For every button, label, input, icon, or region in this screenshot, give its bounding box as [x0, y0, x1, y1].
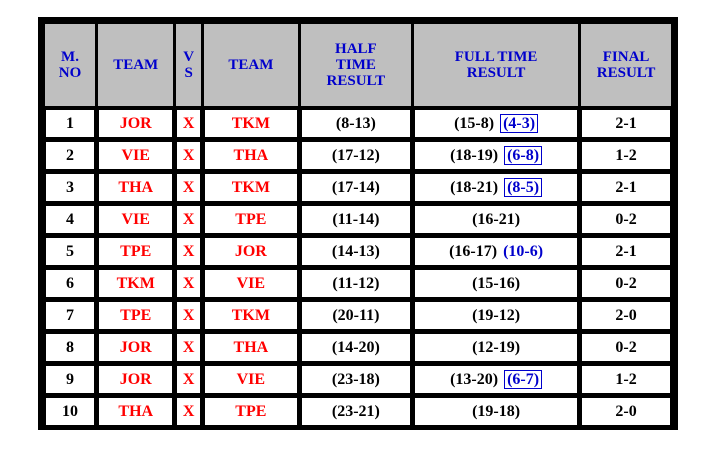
vs-text: X [182, 114, 195, 132]
half-time-cell [301, 141, 411, 170]
vs-text: X [182, 338, 195, 356]
table-row [45, 205, 671, 234]
full-time-cell [414, 365, 578, 394]
final-result-cell [581, 173, 671, 202]
penalty-result-text: (6-8) [504, 146, 542, 165]
vs-cell [176, 237, 200, 266]
full-time-text: (19-18) [472, 402, 521, 420]
half-time-text: (23-21) [331, 402, 380, 420]
final-result-cell [581, 397, 671, 426]
team1-text: JOR [119, 370, 152, 388]
match-number-cell [45, 173, 95, 202]
team2-text: TKM [231, 114, 270, 132]
header-full-time: FULL TIME RESULT [414, 24, 578, 106]
team2-cell [204, 301, 298, 330]
header-vs: V S [176, 24, 200, 106]
final-result-text: 2-1 [615, 178, 637, 196]
full-time-text: (16-21) [472, 210, 521, 228]
match-number-text: 7 [65, 306, 74, 324]
half-time-cell [301, 109, 411, 138]
team1-text: JOR [119, 114, 152, 132]
match-number-text: 2 [65, 146, 74, 164]
final-result-cell [581, 237, 671, 266]
team2-text: THA [233, 338, 269, 356]
match-number-text: 4 [65, 210, 74, 228]
final-result-text: 2-0 [615, 402, 637, 420]
team2-cell [204, 237, 298, 266]
team2-text: TPE [235, 210, 267, 228]
vs-text: X [182, 370, 195, 388]
half-time-cell [301, 237, 411, 266]
match-number-text: 6 [65, 274, 74, 292]
team1-cell [98, 365, 173, 394]
table-row [45, 141, 671, 170]
half-time-text: (17-12) [331, 146, 380, 164]
vs-text: X [182, 146, 195, 164]
team1-text: THA [118, 402, 154, 420]
team2-cell [204, 205, 298, 234]
match-number-cell [45, 141, 95, 170]
team1-text: TPE [120, 242, 152, 260]
match-number-text: 5 [65, 242, 74, 260]
header-team2: TEAM [204, 24, 298, 106]
final-result-cell [581, 333, 671, 362]
full-time-cell [414, 269, 578, 298]
team2-cell [204, 269, 298, 298]
team2-cell [204, 141, 298, 170]
final-result-text: 2-1 [615, 114, 637, 132]
table-row [45, 237, 671, 266]
match-number-cell [45, 237, 95, 266]
full-time-cell [414, 333, 578, 362]
final-result-text: 2-0 [615, 306, 637, 324]
half-time-cell [301, 333, 411, 362]
vs-cell [176, 205, 200, 234]
table-row [45, 333, 671, 362]
final-result-cell [581, 365, 671, 394]
vs-cell [176, 173, 200, 202]
vs-text: X [182, 402, 195, 420]
table-row [45, 269, 671, 298]
team2-text: VIE [236, 274, 266, 292]
team1-text: VIE [121, 210, 150, 228]
header-row [45, 24, 671, 106]
final-result-cell [581, 269, 671, 298]
full-time-text: (15-16) [472, 274, 521, 292]
team2-text: TKM [231, 178, 270, 196]
team2-cell [204, 109, 298, 138]
table-row [45, 109, 671, 138]
team1-text: TPE [120, 306, 152, 324]
team1-text: TKM [116, 274, 155, 292]
vs-cell [176, 333, 200, 362]
half-time-cell [301, 173, 411, 202]
team1-text: JOR [119, 338, 152, 356]
results-table [42, 21, 674, 429]
team1-cell [98, 109, 173, 138]
team1-cell [98, 397, 173, 426]
full-time-text: (12-19) [472, 338, 521, 356]
team1-text: THA [118, 178, 154, 196]
team1-cell [98, 333, 173, 362]
vs-cell [176, 269, 200, 298]
half-time-cell [301, 269, 411, 298]
half-time-cell [301, 301, 411, 330]
full-time-text: (13-20) [450, 370, 499, 388]
half-time-text: (11-12) [332, 274, 380, 292]
final-result-text: 0-2 [615, 338, 637, 356]
table-row [45, 173, 671, 202]
vs-text: X [182, 210, 195, 228]
full-time-cell [414, 173, 578, 202]
team2-text: THA [233, 146, 269, 164]
table-row [45, 365, 671, 394]
match-number-text: 3 [65, 178, 74, 196]
team1-cell [98, 141, 173, 170]
team1-cell [98, 173, 173, 202]
table-body [45, 109, 671, 426]
vs-cell [176, 109, 200, 138]
final-result-cell [581, 205, 671, 234]
final-result-cell [581, 301, 671, 330]
match-number-text: 8 [65, 338, 74, 356]
vs-text: X [182, 306, 195, 324]
vs-text: X [182, 274, 195, 292]
match-number-cell [45, 301, 95, 330]
full-time-cell [414, 205, 578, 234]
table-row [45, 397, 671, 426]
half-time-text: (20-11) [332, 306, 380, 324]
match-number-text: 1 [65, 114, 74, 132]
match-number-cell [45, 397, 95, 426]
header-mno: M. NO [45, 24, 95, 106]
team2-text: TPE [235, 402, 267, 420]
team1-text: VIE [121, 146, 150, 164]
final-result-text: 0-2 [615, 274, 637, 292]
team2-cell [204, 365, 298, 394]
half-time-text: (23-18) [331, 370, 380, 388]
vs-cell [176, 141, 200, 170]
half-time-cell [301, 365, 411, 394]
match-number-cell [45, 333, 95, 362]
full-time-cell [414, 397, 578, 426]
final-result-text: 1-2 [615, 146, 637, 164]
final-result-cell [581, 141, 671, 170]
vs-cell [176, 397, 200, 426]
half-time-cell [301, 205, 411, 234]
header-final: FINAL RESULT [581, 24, 671, 106]
penalty-result-text: (6-7) [504, 370, 542, 389]
half-time-text: (8-13) [335, 114, 376, 132]
team2-cell [204, 173, 298, 202]
match-number-text: 10 [61, 402, 78, 420]
team1-cell [98, 205, 173, 234]
header-half-time: HALF TIME RESULT [301, 24, 411, 106]
half-time-text: (14-13) [331, 242, 380, 260]
full-time-text: (19-12) [472, 306, 521, 324]
final-result-text: 0-2 [615, 210, 637, 228]
half-time-text: (11-14) [332, 210, 380, 228]
full-time-cell [414, 141, 578, 170]
team2-text: TKM [231, 306, 270, 324]
team2-cell [204, 397, 298, 426]
final-result-text: 2-1 [615, 242, 637, 260]
header-team1: TEAM [98, 24, 173, 106]
full-time-text: (15-8) [454, 114, 495, 132]
penalty-result-text: (8-5) [504, 178, 542, 197]
team1-cell [98, 237, 173, 266]
half-time-cell [301, 397, 411, 426]
match-number-text: 9 [65, 370, 74, 388]
final-result-cell [581, 109, 671, 138]
full-time-cell [414, 237, 578, 266]
half-time-text: (14-20) [331, 338, 380, 356]
team2-text: JOR [234, 242, 267, 260]
full-time-cell [414, 109, 578, 138]
full-time-text: (18-19) [450, 146, 499, 164]
half-time-text: (17-14) [331, 178, 380, 196]
match-number-cell [45, 269, 95, 298]
match-number-cell [45, 365, 95, 394]
team2-cell [204, 333, 298, 362]
table-row [45, 301, 671, 330]
match-number-cell [45, 109, 95, 138]
penalty-result-text: (4-3) [500, 114, 538, 133]
match-number-cell [45, 205, 95, 234]
full-time-cell [414, 301, 578, 330]
full-time-text: (16-17) [449, 242, 498, 260]
full-time-text: (18-21) [450, 178, 499, 196]
team2-text: VIE [236, 370, 266, 388]
vs-text: X [182, 178, 195, 196]
final-result-text: 1-2 [615, 370, 637, 388]
vs-cell [176, 365, 200, 394]
results-table-frame [38, 17, 678, 430]
team1-cell [98, 269, 173, 298]
vs-text: X [182, 242, 195, 260]
penalty-result-text: (10-6) [503, 242, 544, 260]
team1-cell [98, 301, 173, 330]
vs-cell [176, 301, 200, 330]
table-header [45, 24, 671, 106]
